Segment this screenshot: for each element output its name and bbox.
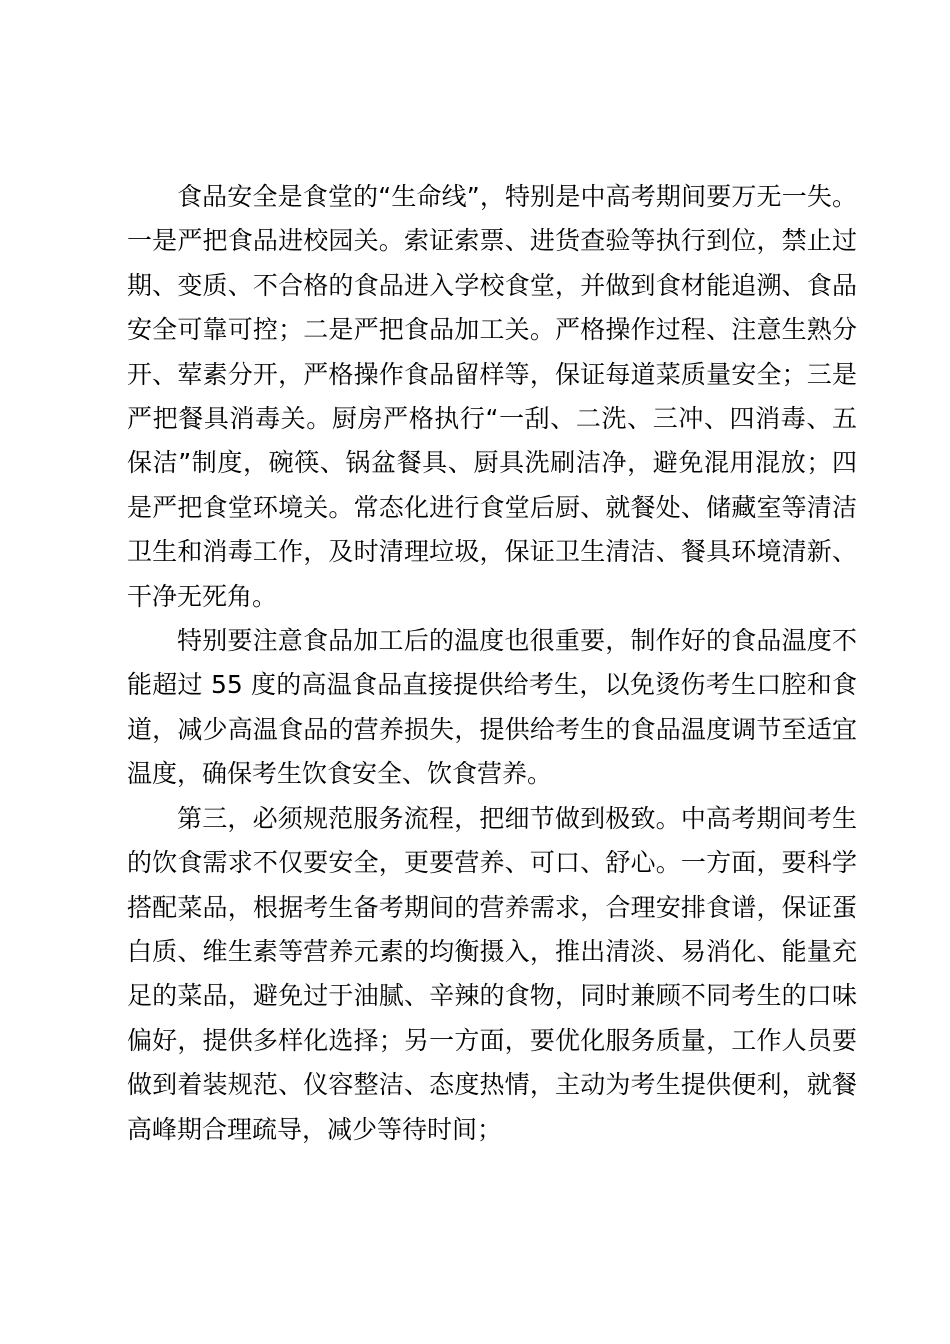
document-body — [127, 175, 857, 1152]
paragraph-service-process: 第三，必须规范服务流程，把细节做到极致。中高考期间考生的饮食需求不仅要安全，更要营养、可口、舒心。一方面，要科学搭配菜品，根据考生备考期间的营养需求，合理安排食谱，保证蛋白质、维生素等营养元素的均衡摄入，推出清淡、易消化、能量充足的菜品，避免过于油腻、辛辣的食物，同时兼顾不同考生的口味偏好，提供多样化选择；另一方面，要优化服务质量，工作人员要做到着装规范、仪容整洁、态度热情，主动为考生提供便利，就餐高峰期合理疏导，减少等待时间； — [127, 803, 857, 1144]
paragraph-food-temperature: 特别要注意食品加工后的温度也很重要，制作好的食品温度不能超过 55 度的高温食品直接提供给考生，以免烫伤考生口腔和食道，减少高温食品的营养损失，提供给考生的食品温度调节至适宜温度，确保考生饮食安全、饮食营养。 — [127, 626, 857, 789]
paragraph-food-safety: 食品安全是食堂的“生命线”，特别是中高考期间要万无一失。一是严把食品进校园关。索证索票、进货查验等执行到位，禁止过期、变质、不合格的食品进入学校食堂，并做到食材能追溯、食品安全可靠可控；二是严把食品加工关。严格操作过程、注意生熟分开、荤素分开，严格操作食品留样等，保证每道菜质量安全；三是严把餐具消毒关。厨房严格执行“一刮、二洗、三冲、四消毒、五保洁”制度，碗筷、锅盆餐具、厨具洗刷洁净，避免混用混放；四是严把食堂环境关。常态化进行食堂后厨、就餐处、储藏室等清洁卫生和消毒工作，及时清理垃圾，保证卫生清洁、餐具环境清新、干净无死角。 — [127, 182, 857, 611]
